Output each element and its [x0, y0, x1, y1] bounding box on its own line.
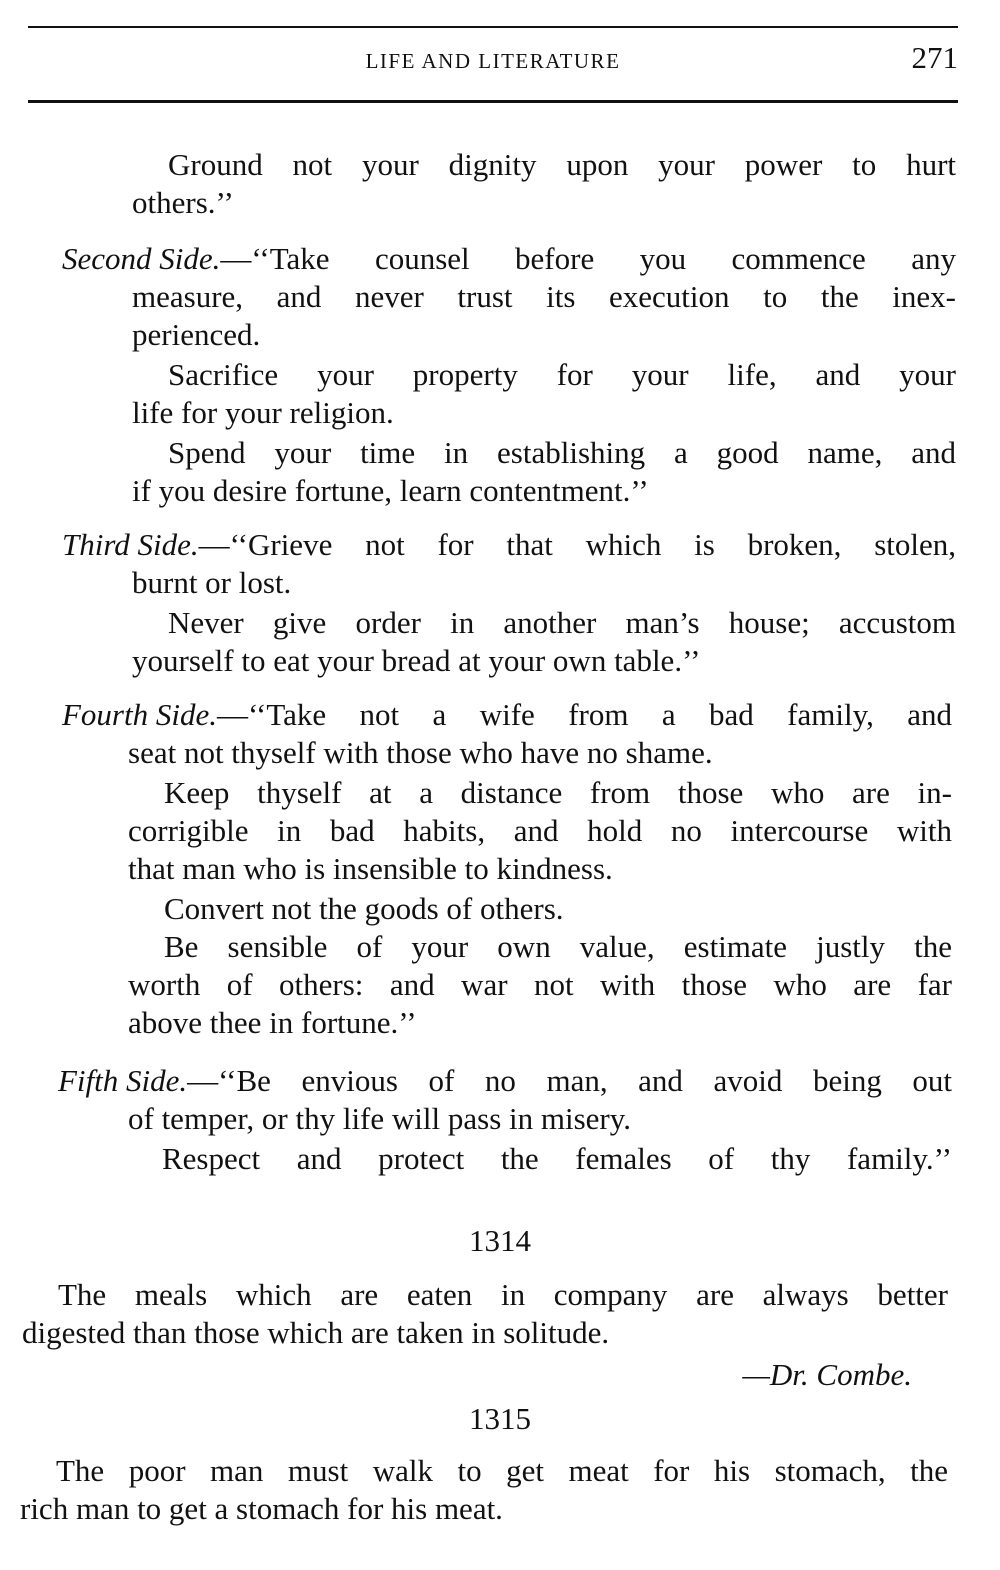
page-header — [28, 26, 958, 103]
text-line: burnt or lost. — [132, 565, 292, 600]
text-line: digested than those which are taken in solitude. — [22, 1315, 610, 1350]
text-line: perienced. — [132, 317, 261, 352]
text-line: —‘‘Grieve not for that which is broken, stolen, — [198, 527, 956, 562]
text-line: Keep thyself at a distance from those who are in- — [164, 775, 952, 810]
side-label: Fifth Side. — [58, 1063, 188, 1098]
text-line: if you desire fortune, learn contentment.’’ — [132, 473, 649, 508]
attribution: —Dr. Combe. — [742, 1357, 912, 1392]
text-line: measure, and never trust its execution to the inex- — [132, 279, 956, 314]
text-line: The poor man must walk to get meat for his stomach, the — [56, 1453, 948, 1488]
side-label: Fourth Side. — [62, 697, 217, 732]
third-side-first-line — [62, 526, 956, 564]
text-line: Ground not your dignity upon your power to hurt — [168, 147, 956, 182]
text-line: life for your religion. — [132, 395, 394, 430]
text-line: worth of others: and war not with those who are far — [128, 967, 952, 1002]
entry-number: 1314 — [469, 1223, 531, 1258]
text-line: Respect and protect the females of thy family.’’ — [162, 1141, 952, 1176]
entry-number: 1315 — [469, 1401, 531, 1436]
text-line: Convert not the goods of others. — [164, 891, 564, 926]
text-line: Never give order in another man’s house; accustom — [168, 605, 956, 640]
side-label: Third Side. — [62, 527, 199, 562]
text-line: —‘‘Take not a wife from a bad family, and — [217, 697, 952, 732]
text-line: of temper, or thy life will pass in misery. — [128, 1101, 631, 1136]
text-line: Be sensible of your own value, estimate justly the — [164, 929, 952, 964]
text-line: Sacrifice your property for your life, and your — [168, 357, 956, 392]
text-line: seat not thyself with those who have no shame. — [128, 735, 713, 770]
text-line: —‘‘Take counsel before you commence any — [220, 241, 956, 276]
page-number: 271 — [911, 40, 958, 75]
text-line: Spend your time in establishing a good name, and — [168, 435, 956, 470]
text-line: rich man to get a stomach for his meat. — [20, 1491, 503, 1526]
fourth-side-first-line — [62, 696, 952, 734]
second-side-first-line — [62, 240, 956, 278]
running-head: LIFE AND LITERATURE — [365, 49, 621, 73]
text-line: that man who is insensible to kindness. — [128, 851, 613, 886]
text-line: yourself to eat your bread at your own table.’’ — [132, 643, 701, 678]
text-line: above thee in fortune.’’ — [128, 1005, 417, 1040]
text-line: corrigible in bad habits, and hold no intercourse with — [128, 813, 952, 848]
fifth-side-first-line — [58, 1062, 952, 1100]
text-line: —‘‘Be envious of no man, and avoid being out — [187, 1063, 952, 1098]
text-line: The meals which are eaten in company are always better — [58, 1277, 948, 1312]
side-label: Second Side. — [62, 241, 221, 276]
text-line: others.’’ — [132, 185, 234, 220]
